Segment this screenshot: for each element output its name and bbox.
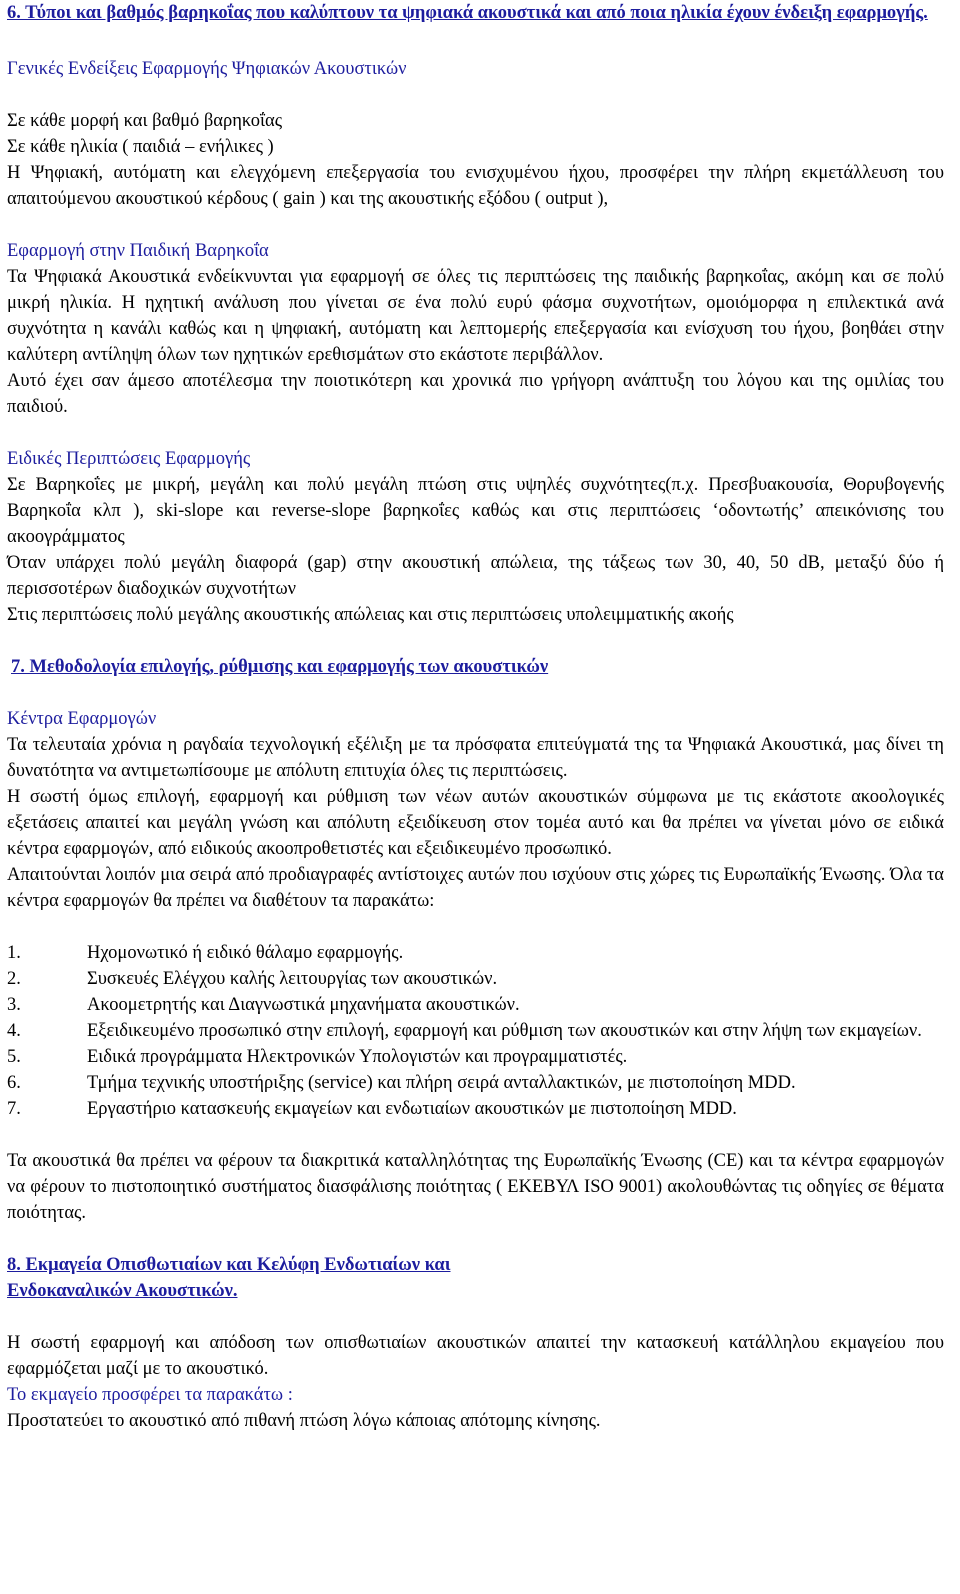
list-text: Ειδικά προγράμματα Ηλεκτρονικών Υπολογιστών και προγραμματιστές. [87,1047,628,1067]
list-number: 7. [7,1099,21,1119]
list-item [7,1096,944,1122]
list-item [7,1044,944,1070]
general-line: Η Ψηφιακή, αυτόματη και ελεγχόμενη επεξεργασία του ενισχυμένου ήχου, προσφέρει την πλήρη εκμετάλλευση του απαιτούμενου ακουστικού κέρδους ( gain ) και της ακουστικής εξόδου ( output ), [7,163,944,209]
list-text: Τμήμα τεχνικής υποστήριξης (service) και πλήρη σειρά ανταλλακτικών, με πιστοποίηση MDD. [87,1073,796,1093]
section-6-heading: 6. Τύποι και βαθμός βαρηκοΐας που καλύπτουν τα ψηφιακά ακουστικά και από ποια ηλικία έχουν ένδειξη εφαρμογής. [7,3,928,23]
child-hearing-loss-subheading: Εφαρμογή στην Παιδική Βαρηκοΐα [7,241,269,261]
general-indications-subheading: Γενικές Ενδείξεις Εφαρμογής Ψηφιακών Ακουστικών [7,59,407,79]
earmold-offers-subheading: Το εκμαγείο προσφέρει τα παρακάτω : [7,1385,293,1405]
special-cases-subheading: Ειδικές Περιπτώσεις Εφαρμογής [7,449,251,469]
list-text: Εξειδικευμένο προσωπικό στην επιλογή, εφαρμογή και ρύθμιση των ακουστικών και στην λήψη των εκμαγείων. [87,1021,922,1041]
quality-paragraph: Τα ακουστικά θα πρέπει να φέρουν τα διακριτικά καταλληλότητας της Ευρωπαϊκής Ένωσης (CE) και τα κέντρα εφαρμογών να φέρουν το πιστοποιητικό συστήματος διασφάλισης ποιότητας ( ΕΚΕΒΥΛ ISO 9001) ακολουθώντας τις οδηγίες σε θέματα ποιότητας. [7,1151,944,1223]
special-paragraph: Σε Βαρηκοΐες με μικρή, μεγάλη και πολύ μεγάλη πτώση στις υψηλές συχνότητες(π.χ. Πρεσβυακουσία, Θορυβογενής Βαρηκοΐα κλπ ), ski-slope και reverse-slope βαρηκοΐες καθώς και στις περιπτώσεις ‘οδοντωτής’ απεικόνισης του ακοογράμματος [7,475,944,547]
general-line: Σε κάθε ηλικία ( παιδιά – ενήλικες ) [7,137,274,157]
child-paragraph: Αυτό έχει σαν άμεσο αποτέλεσμα την ποιοτικότερη και χρονικά πιο γρήγορη ανάπτυξη του λόγου και της ομιλίας του παιδιού. [7,371,944,417]
special-paragraph: Στις περιπτώσεις πολύ μεγάλης ακουστικής απώλειας και στις περιπτώσεις υπολειμματικής ακοής [7,605,734,625]
list-number: 6. [7,1073,21,1093]
list-text: Συσκευές Ελέγχου καλής λειτουργίας των ακουστικών. [87,969,498,989]
requirements-list [7,940,944,1122]
fitting-centers-subheading: Κέντρα Εφαρμογών [7,709,157,729]
list-number: 3. [7,995,21,1015]
section-7-paragraph: Τα τελευταία χρόνια η ραγδαία τεχνολογική εξέλιξη με τα πρόσφατα επιτεύγματά της τα Ψηφιακά Ακουστικά, μας δίνει τη δυνατότητα να αντιμετωπίσουμε με απόλυτη επιτυχία όλες τις περιπτώσεις. [7,735,944,781]
section-8-paragraph: Η σωστή εφαρμογή και απόδοση των οπισθωτιαίων ακουστικών απαιτεί την κατασκευή κατάλληλου εκμαγείου που εφαρμόζεται μαζί με το ακουστικό. [7,1333,944,1379]
list-number: 1. [7,943,21,963]
section-8-last-line: Προστατεύει το ακουστικό από πιθανή πτώση λόγω κάποιας απότομης κίνησης. [7,1411,601,1431]
section-8-heading-cont: Ενδοκαναλικών Ακουστικών. [7,1281,238,1301]
section-7-paragraph: Απαιτούνται λοιπόν μια σειρά από προδιαγραφές αντίστοιχες αυτών που ισχύουν στις χώρες τις Ευρωπαϊκής Ένωσης. Όλα τα κέντρα εφαρμογών θα πρέπει να διαθέτουν τα παρακάτω: [7,865,944,911]
list-number: 4. [7,1021,21,1041]
general-line: Σε κάθε μορφή και βαθμό βαρηκοΐας [7,111,283,131]
section-8-heading: 8. Εκμαγεία Οπισθωτιαίων και Κελύφη Ενδωτιαίων και [7,1255,451,1275]
list-number: 5. [7,1047,21,1067]
list-text: Εργαστήριο κατασκευής εκμαγείων και ενδωτιαίων ακουστικών με πιστοποίηση MDD. [87,1099,737,1119]
list-text: Ηχομονωτικό ή ειδικό θάλαμο εφαρμογής. [87,943,404,963]
list-text: Ακοομετρητής και Διαγνωστικά μηχανήματα ακουστικών. [87,995,520,1015]
list-item [7,940,944,966]
section-7-paragraph: Η σωστή όμως επιλογή, εφαρμογή και ρύθμιση των νέων αυτών ακουστικών σύμφωνα με τις εκάστοτε ακοολογικές εξετάσεις απαιτεί και μεγάλη γνώση και απόλυτη εξειδίκευση στον τομέα αυτό και θα πρέπει να γίνεται μόνο σε ειδικά κέντρα εφαρμογών, από ειδικούς ακοοπροθετιστές και εξειδικευμένο προσωπικό. [7,787,944,859]
list-item [7,966,944,992]
list-number: 2. [7,969,21,989]
special-paragraph: Όταν υπάρχει πολύ μεγάλη διαφορά (gap) στην ακουστική απώλεια, της τάξεως των 30, 40, 50 dB, μεταξύ δύο ή περισσοτέρων διαδοχικών συχνοτήτων [7,553,944,599]
list-item [7,1018,944,1044]
section-7-heading: 7. Μεθοδολογία επιλογής, ρύθμισης και εφαρμογής των ακουστικών [11,657,549,677]
list-item [7,1070,944,1096]
child-paragraph: Τα Ψηφιακά Ακουστικά ενδείκνυνται για εφαρμογή σε όλες τις περιπτώσεις της παιδικής βαρηκοΐας, ακόμη και σε πολύ μικρή ηλικία. Η ηχητική ανάλυση που γίνεται σε ένα πολύ ευρύ φάσμα συχνοτήτων, ομοιόμορφα η επιλεκτικά ανά συχνότητα η κανάλι καθώς και η ψηφιακή, αυτόματη και λεπτομερής επεξεργασία και ενίσχυση του ήχου, βοηθάει στην καλύτερη αντίληψη όλων των ηχητικών ερεθισμάτων στο εκάστοτε περιβάλλον. [7,267,944,365]
list-item [7,992,944,1018]
